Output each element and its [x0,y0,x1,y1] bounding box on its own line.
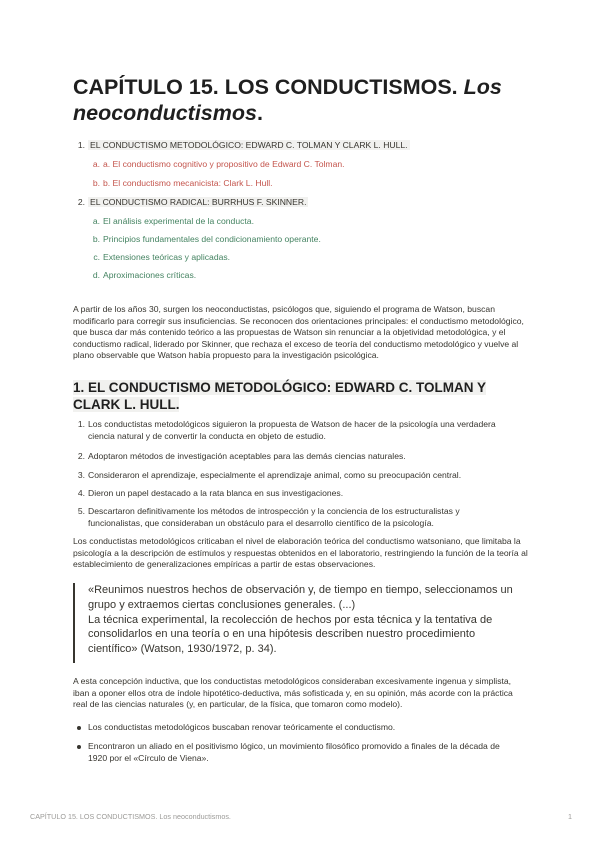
page-title [73,74,528,126]
list-text: Adoptaron métodos de investigación aceptables para las demás ciencias naturales. [88,451,406,461]
quote-line: La técnica experimental, la recolección de hechos por esta técnica y la tentativa de consolidarlos en una teoría o en una hipótesis describen nuestro procedimiento científico» (Watson, 1930/1972, p. 34). [88,613,493,656]
bullet-text: Los conductistas metodológicos buscaban renovar teóricamente el conductismo. [88,722,396,732]
title-end: . [256,101,263,125]
toc-number: b. [92,234,100,244]
toc-number: c. [93,252,100,262]
page-number: 1 [568,812,572,821]
list-number: 1. [77,419,85,429]
bullet-text: Encontraron un aliado en el positivismo lógico, un movimiento filosófico promovido a finales de la década de 1920 por el «Círculo de Viena». [88,741,500,763]
list-text: Dieron un papel destacado a la rata blanca en sus investigaciones. [88,488,344,498]
list-number: 5. [77,506,85,516]
toc-link[interactable]: b. El conductismo mecanicista: Clark L. Hull. [103,178,273,188]
toc-link[interactable]: Aproximaciones críticas. [103,270,197,280]
toc-link[interactable]: EL CONDUCTISMO METODOLÓGICO: EDWARD C. TOLMAN Y CLARK L. HULL. [90,140,408,150]
toc-link[interactable]: a. El conductismo cognitivo y propositivo de Edward C. Tolman. [103,159,345,169]
list-number: 3. [77,470,85,480]
page-footer-title: CAPÍTULO 15. LOS CONDUCTISMOS. Los neoconductismos. [30,812,231,821]
list-text: Consideraron el aprendizaje, especialmente el aprendizaje animal, como su preocupación central. [88,470,462,480]
quote-text [88,583,518,657]
quote-line: «Reunimos nuestros hechos de observación y, de tiempo en tiempo, seleccionamos un grupo y extraemos ciertas conclusiones generales. (...) [88,584,513,611]
list-number: 4. [77,488,85,498]
title-italic: Los neoconductismos [73,75,502,125]
toc-number: 2. [77,197,85,207]
toc-link[interactable]: EL CONDUCTISMO RADICAL: BURRHUS F. SKINNER. [90,197,307,207]
list-text: Descartaron definitivamente los métodos de introspección y la conciencia de los estructuralistas y funcionalistas, que consideraban un obstáculo para el desarrollo científico de la psicología. [88,506,460,528]
section-heading-text: 1. EL CONDUCTISMO METODOLÓGICO: EDWARD C. TOLMAN Y CLARK L. HULL. [73,380,487,412]
intro-paragraph: A partir de los años 30, surgen los neoconductistas, psicólogos que, siguiendo el programa de Watson, buscan modificarlo para corregir sus insuficiencias. Se reconocen dos orientaciones principales: el conductismo metodológico, que busca dar más contenido teórico a las propuestas de Watson sin renunciar a la objetividad metodológica, y el conductismo radical, liderado por Skinner, que rechaza el exceso de teoría del conductismo metodológico y vuelve al plano observable que Watson había propuesto para la investigación psicológica. [73,304,524,361]
body-paragraph: A esta concepción inductiva, que los conductistas metodológicos consideraban excesivamente ingenua y simplista, iban a oponer ellos otra de índole hipotético-deductiva, más sofisticada y, en su opinión, más acorde con la práctica real de las ciencias naturales (y, en particular, de la física, que tomaron como modelo). [73,676,513,710]
list-text: Los conductistas metodológicos siguieron la propuesta de Watson de hacer de la psicología una verdadera ciencia natural y de convertir la conducta en objeto de estudio. [88,419,496,441]
toc-link[interactable]: El análisis experimental de la conducta. [103,216,254,226]
toc-link[interactable]: Extensiones teóricas y aplicadas. [103,252,231,262]
bullet-icon [77,726,81,730]
toc-number: a. [92,216,100,226]
body-paragraph: Los conductistas metodológicos criticaban el nivel de elaboración teórica del conductismo watsoniano, que limitaba la psicología a la descripción de estímulos y respuestas obtenidos en el laboratorio, restringiendo la función de la teoría al establecimiento de generalizaciones empíricas a partir de estas observaciones. [73,536,528,570]
toc-number: d. [92,270,100,280]
bullet-icon [77,745,81,749]
toc-number: a. [92,159,100,169]
blockquote [73,583,530,663]
toc-number: 1. [77,140,85,150]
list-number: 2. [77,451,85,461]
toc-number: b. [92,178,100,188]
section-heading [73,379,528,413]
toc-link[interactable]: Principios fundamentales del condicionamiento operante. [103,234,321,244]
title-main: CAPÍTULO 15. LOS CONDUCTISMOS. [73,75,458,99]
